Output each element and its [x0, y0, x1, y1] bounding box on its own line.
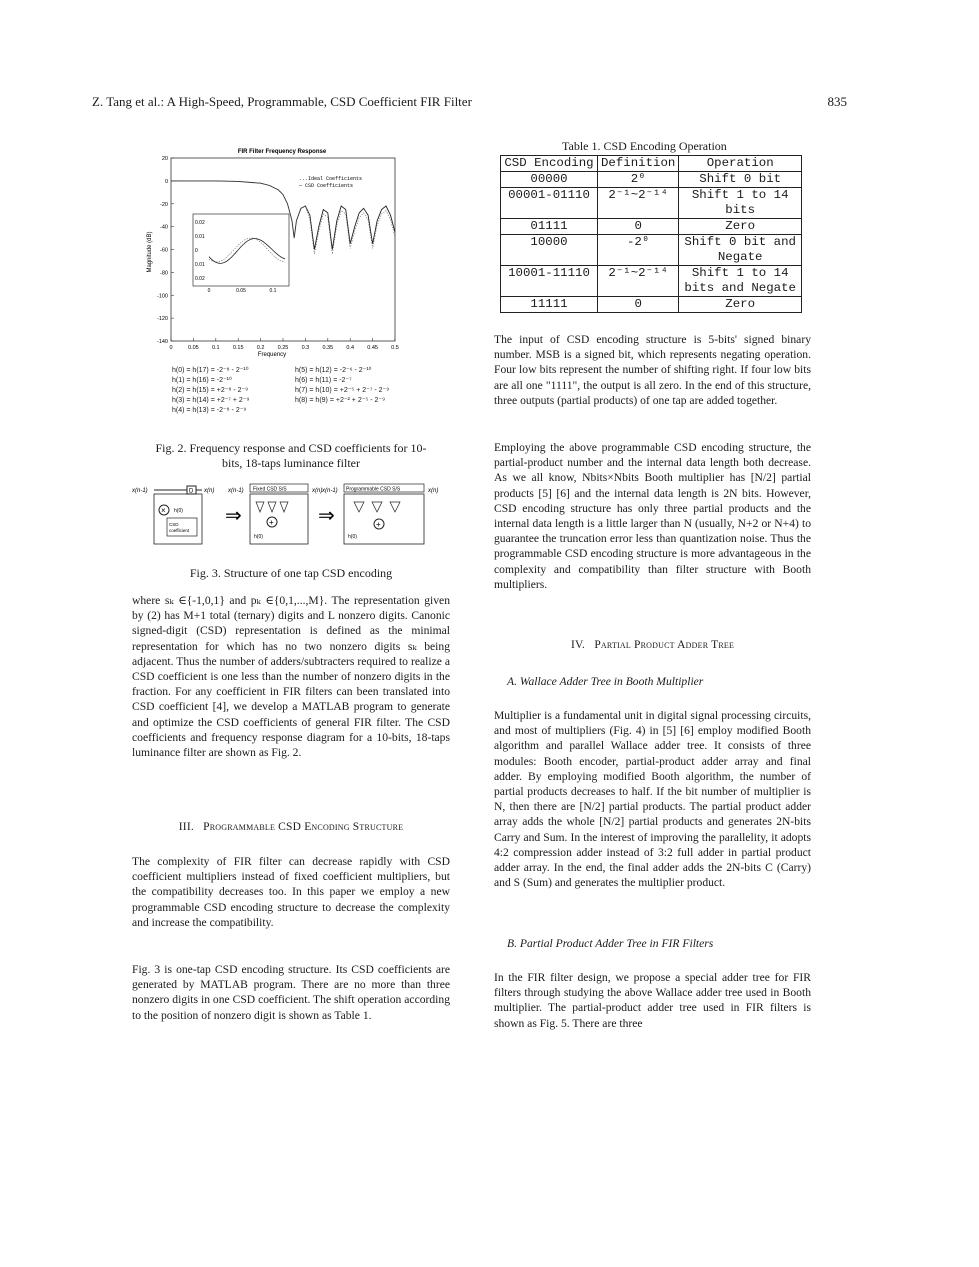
x-tick-label: 0.15	[232, 345, 244, 351]
coef-line: h(2) = h(15) = +2⁻⁸ - 2⁻⁹	[172, 387, 249, 394]
coefficients-left	[172, 366, 292, 416]
inset-y-tick: 0.02	[195, 220, 205, 226]
table-cell: Zero	[679, 219, 802, 235]
svg-text:+: +	[376, 520, 381, 529]
table-row	[501, 266, 802, 297]
tap-block-programmable	[321, 484, 438, 544]
paragraph-wallace-tree: Multiplier is a fundamental unit in digital signal processing circuits, and most of multipliers (Fig. 4) in [5] [6] employ modified Booth algorithm and parallel Wallace adder tree. It consists of three modules: Booth encoder, partial-product adder array and final adder. By employing modified Booth algorithm, the number of partial products decreases to half. If the bit number of multiplier is N, then there are [N/2] partial products. The partial product adder array adds the whole [N/2] partial products and generates 2N-bits Carry and Sum. In the interest of improving the parallelity, it adopts 4:2 compression adder instead of 3:2 full adder in partial product adder array. In the end, the final adder adds the 2N-bits C (Carry) and S (Sum) and generates the multiplier product.	[494, 709, 811, 890]
inset-y-tick: 0.02	[195, 276, 205, 282]
legend-ideal: ...Ideal Coefficients	[299, 176, 363, 182]
section-title: Programmable CSD Encoding Structure	[203, 821, 404, 833]
paragraph-fir-adder-tree: In the FIR filter design, we propose a special adder tree for FIR filters through studying the above Wallace adder tree used in Booth multiplier. The partial-product adder tree used in FIR filters is shown as Fig. 5. There are three	[494, 971, 811, 1030]
svg-text:+: +	[269, 518, 274, 527]
paragraph-csd-definition: where sₖ ∈{-1,0,1} and pₖ ∈{0,1,...,M}. The representation given by (2) has M+1 total (ternary) digits and L nonzero digits. Canonic signed-digit (CSD) representation is defined as the minimal representation for which has no two nonzero digits sₖ being adjacent. Thus the number of adders/subtracters required to realize a CSD coefficient is one less than the number of nonzero digits in the fraction. For any coefficient in FIR filters can been translated into CSD coefficient [4], we develop a MATLAB program to generate and optimize the CSD coefficients of general FIR filter. The CSD coefficients and frequency response diagram for a 10-bits, 18-taps luminance filter are shown as Fig. 2.	[132, 594, 450, 760]
table-cell: 01111	[501, 219, 598, 235]
passband-inset	[193, 214, 289, 294]
y-tick-label: -140	[156, 339, 168, 345]
table-row	[501, 188, 802, 219]
table-header: Operation	[679, 156, 802, 172]
inset-y-tick: 0.01	[195, 234, 205, 240]
table-cell: 00000	[501, 172, 598, 188]
y-tick-label: -80	[160, 270, 168, 277]
inset-x-tick: 0.1	[269, 288, 277, 294]
x-tick-label: 0	[169, 345, 173, 351]
output-label: x(n)	[204, 488, 215, 494]
svg-text:CSD: CSD	[169, 522, 179, 527]
input-label: x(n-1)	[322, 488, 338, 494]
arrow-1: ⇒	[225, 505, 242, 527]
x-tick-label: 0.35	[322, 345, 334, 351]
coef-line: h(6) = h(11) = -2⁻⁷	[295, 377, 352, 384]
table-header: Definition	[598, 156, 679, 172]
coef-line: h(5) = h(12) = -2⁻⁶ - 2⁻¹⁰	[295, 367, 372, 374]
section-number: III.	[178, 821, 194, 833]
input-label: x(n-1)	[132, 488, 148, 494]
running-title: Z. Tang et al.: A High-Speed, Programmable, CSD Coefficient FIR Filter	[92, 94, 472, 109]
input-label: x(n-1)	[228, 488, 244, 494]
table-cell: 2⁰	[598, 172, 679, 188]
table-cell: 10000	[501, 235, 598, 266]
svg-text:coefficient: coefficient	[169, 528, 190, 533]
table-cell: Zero	[679, 297, 802, 313]
table-cell: Shift 1 to 14 bits and Negate	[679, 266, 802, 297]
table-cell: Shift 0 bit	[679, 172, 802, 188]
block-label: Fixed CSD S/S	[253, 486, 287, 493]
table-cell: Shift 0 bit and Negate	[679, 235, 802, 266]
legend-csd: — CSD Coefficients	[299, 183, 354, 189]
table-cell: 11111	[501, 297, 598, 313]
table-cell: -2⁰	[598, 235, 679, 266]
table-header: CSD Encoding	[501, 156, 598, 172]
running-header	[92, 94, 847, 112]
y-tick-labels	[157, 156, 174, 345]
table-cell: 10001-11110	[501, 266, 598, 297]
paragraph-complexity: The complexity of FIR filter can decrease rapidly with CSD coefficient multipliers instead of fixed coefficient multipliers, but the compatibility decreases too. In this paper we employ a new programmable CSD encoding structure to decrease the complexity and increase the compatibility.	[132, 855, 450, 929]
y-tick-label: -20	[160, 201, 168, 208]
coefficients-right	[295, 366, 425, 406]
coef-line: h(4) = h(13) = -2⁻⁸ - 2⁻⁹	[172, 407, 247, 414]
subsection-a-heading: A. Wallace Adder Tree in Booth Multiplier	[507, 675, 704, 688]
paragraph-fig3-description: Fig. 3 is one-tap CSD encoding structure. Its CSD coefficients are generated by MATLAB program. There are no more than three nonzero digits in one CSD coefficient. The shift operation according to the position of nonzero digit is shown as Table 1.	[132, 963, 450, 1022]
table-row	[501, 172, 802, 188]
coef-label: h(0)	[174, 508, 183, 514]
y-tick-label: -100	[156, 293, 168, 300]
legend	[298, 176, 362, 189]
paragraph-csd-input: The input of CSD encoding structure is 5-bits' signed binary number. MSB is a signed bit, which represents negating operation. Four low bits represent the number of shifting right. If four low bits are all one "1111", the output is all zero. In the end of this structure, three outputs (partial products) of one tap are added together.	[494, 333, 811, 407]
y-tick-label: -40	[160, 224, 168, 231]
output-label: x(n)	[312, 488, 323, 494]
y-tick-label: -120	[156, 316, 168, 323]
table-cell: 2⁻¹~2⁻¹⁴	[598, 266, 679, 297]
x-tick-label: 0.45	[367, 345, 378, 351]
output-label: x(n)	[428, 488, 439, 494]
inset-x-tick: 0	[207, 288, 211, 294]
coef-label: h(0)	[348, 534, 357, 540]
coef-line: h(1) = h(16) = -2⁻¹⁰	[172, 377, 232, 384]
x-axis-label: Frequency	[257, 352, 287, 358]
x-tick-label: 0.1	[211, 345, 220, 351]
arrow-2: ⇒	[318, 505, 335, 527]
table-cell: 2⁻¹~2⁻¹⁴	[598, 188, 679, 219]
figure-3-caption: Fig. 3. Structure of one tap CSD encoding	[189, 566, 393, 580]
x-tick-label: 0.5	[391, 345, 399, 351]
y-axis-label: Magnitude (dB)	[147, 231, 153, 273]
section-title: Partial Product Adder Tree	[594, 639, 735, 651]
coef-line: h(3) = h(14) = +2⁻⁷ + 2⁻⁹	[172, 397, 250, 404]
y-tick-label: -60	[160, 247, 168, 254]
x-tick-label: 0.4	[346, 345, 355, 351]
svg-text:×: ×	[161, 506, 166, 515]
table-cell: 0	[598, 297, 679, 313]
csd-encoding-table	[500, 155, 802, 313]
chart-title: FIR Filter Frequency Response	[237, 149, 327, 155]
table-cell: 00001-01110	[501, 188, 598, 219]
section-3-heading	[132, 821, 450, 833]
figure-2-caption	[132, 441, 450, 471]
x-tick-label: 0.05	[188, 345, 199, 351]
inset-y-tick: 0.01	[195, 262, 205, 268]
figure-2-chart	[135, 142, 405, 364]
table-header-row	[501, 156, 802, 172]
table-1-title: Table 1. CSD Encoding Operation	[562, 139, 727, 153]
paragraph-booth-comparison: Employing the above programmable CSD encoding structure, the partial-product number and the internal data length both decrease. As we all know, Nbits×Nbits Booth multiplier has [N/2] partial products [5] [6] and the internal data length is 2N bits. However, CSD encoding structure has only three partial products and the internal data length is a little larger than N (usually, N+2 or N+4) to guarantee the truncation error less than quantization noise. Thus the programmable CSD encoding structure is more advantageous in the complexity and compatibility than filter structure with Booth multipliers.	[494, 441, 811, 591]
y-tick-label: 0	[164, 178, 168, 185]
coef-line: h(8) = h(9) = +2⁻² + 2⁻⁵ - 2⁻⁹	[295, 397, 386, 404]
coef-line: h(0) = h(17) = -2⁻⁸ - 2⁻¹⁰	[172, 367, 249, 374]
figure-3-diagram	[132, 480, 462, 552]
delay-label: D	[189, 488, 194, 495]
page-number: 835	[827, 94, 847, 109]
x-tick-label: 0.2	[256, 345, 265, 351]
coef-label: h(0)	[254, 534, 263, 540]
table-row	[501, 235, 802, 266]
coef-line: h(7) = h(10) = +2⁻⁵ + 2⁻⁷ - 2⁻⁹	[295, 387, 390, 394]
section-number: IV.	[570, 639, 586, 651]
section-4-heading	[494, 639, 811, 651]
block-label: Programmable CSD S/S	[346, 486, 401, 493]
tap-block-generic	[132, 486, 214, 544]
x-tick-label: 0.25	[277, 345, 289, 351]
table-cell: 0	[598, 219, 679, 235]
inset-x-tick: 0.05	[236, 288, 246, 294]
caption-line: Fig. 2. Frequency response and CSD coefficients for 10-	[155, 441, 427, 455]
x-tick-label: 0.3	[301, 345, 310, 351]
table-row	[501, 297, 802, 313]
inset-y-tick: 0	[195, 248, 198, 254]
inset-frame	[193, 214, 289, 286]
table-cell: Shift 1 to 14 bits	[679, 188, 802, 219]
x-tick-labels	[169, 338, 398, 351]
table-row	[501, 219, 802, 235]
subsection-b-heading: B. Partial Product Adder Tree in FIR Filters	[507, 937, 714, 950]
caption-line: bits, 18-taps luminance filter	[222, 456, 360, 470]
y-tick-label: 20	[161, 156, 168, 162]
